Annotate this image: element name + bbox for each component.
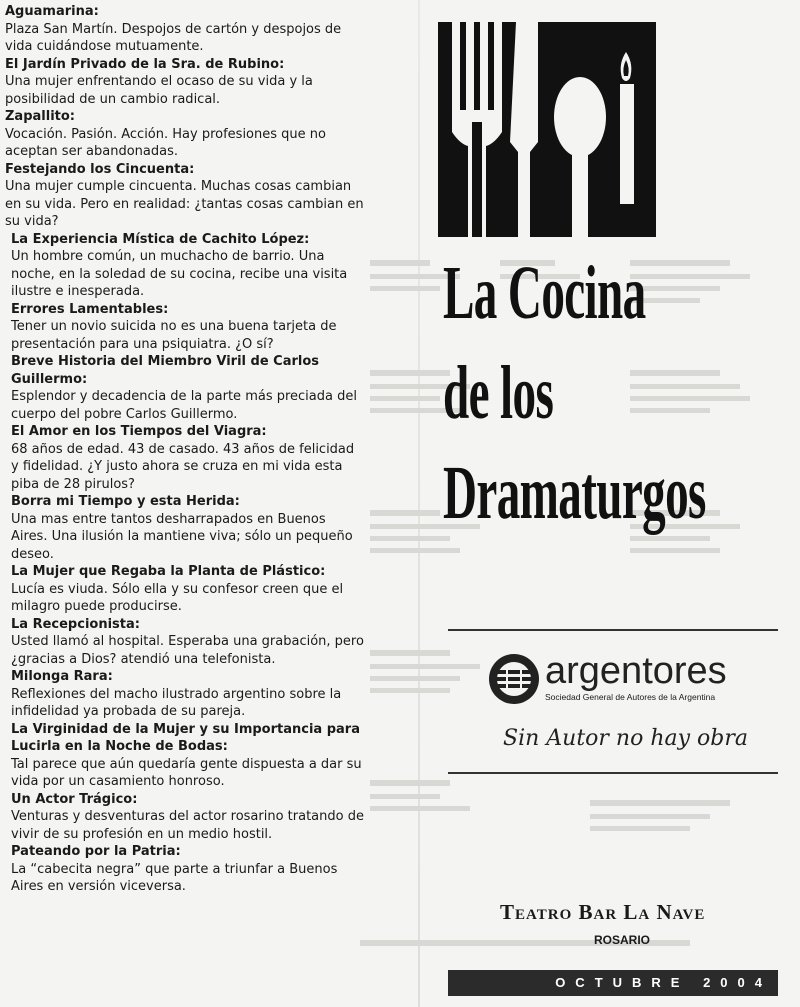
play-description: Esplendor y decadencia de la parte más preciada del cuerpo del pobre Carlos Guillermo. bbox=[11, 389, 357, 422]
play-description: 68 años de edad. 43 de casado. 43 años de felicidad y fidelidad. ¿Y justo ahora se cruza en mi vida esta piba de 28 pirulos? bbox=[11, 441, 355, 492]
play-title: La Virginidad de la Mujer y su Importancia para Lucirla en la Noche de Bodas: bbox=[11, 721, 360, 754]
argentores-subtitle: Sociedad General de Autores de la Argentina bbox=[545, 692, 716, 702]
play-item bbox=[5, 721, 365, 791]
play-item bbox=[5, 56, 365, 109]
divider-bottom bbox=[448, 772, 778, 774]
play-description: Una mas entre tantos desharrapados en Buenos Aires. Una ilusión la mantiene viva; sólo un pequeño deseo. bbox=[11, 511, 353, 562]
play-description: Tener un novio suicida no es una buena tarjeta de presentación para una psiquiatra. ¿O sí? bbox=[11, 319, 337, 352]
play-title: La Mujer que Regaba la Planta de Plástico: bbox=[11, 564, 326, 579]
play-item bbox=[5, 563, 365, 616]
argentores-emblem-icon bbox=[487, 652, 541, 706]
play-item bbox=[5, 161, 365, 231]
play-description: Venturas y desventuras del actor rosarino tratando de vivir de su profesión en un medio hostil. bbox=[11, 809, 364, 842]
title-line-3: Dramaturgos bbox=[443, 451, 706, 535]
play-list bbox=[5, 3, 365, 896]
play-title: Un Actor Trágico: bbox=[11, 791, 138, 807]
play-item bbox=[5, 353, 365, 423]
play-description: Plaza San Martín. Despojos de cartón y despojos de vida cuidándose mutuamente. bbox=[5, 21, 342, 54]
play-item bbox=[5, 108, 365, 161]
play-item bbox=[5, 3, 365, 56]
event-title bbox=[443, 243, 788, 543]
date-bar: OCTUBRE 2004 bbox=[448, 970, 778, 996]
play-item bbox=[5, 231, 365, 301]
play-title: El Jardín Privado de la Sra. de Rubino: bbox=[5, 56, 285, 72]
play-title: Borra mi Tiempo y esta Herida: bbox=[11, 494, 240, 509]
play-title: Zapallito: bbox=[5, 109, 75, 124]
play-description: Vocación. Pasión. Acción. Hay profesiones que no aceptan ser abandonadas. bbox=[5, 126, 326, 159]
play-item bbox=[5, 301, 365, 354]
play-item bbox=[5, 616, 365, 669]
play-title: Pateando por la Patria: bbox=[11, 844, 181, 859]
play-description: Un hombre común, un muchacho de barrio. Una noche, en la soledad de su cocina, recibe una visita ilustre e inesperada. bbox=[11, 249, 348, 299]
play-title: Errores Lamentables: bbox=[11, 301, 169, 317]
argentores-slogan: Sin Autor no hay obra bbox=[503, 726, 748, 751]
venue-name: Teatro Bar La Nave bbox=[500, 900, 706, 924]
play-title: Festejando los Cincuenta: bbox=[5, 161, 195, 177]
play-title: Aguamarina: bbox=[5, 4, 99, 19]
divider-top bbox=[448, 629, 778, 631]
play-item bbox=[5, 668, 365, 721]
play-description: La “cabecita negra” que parte a triunfar a Buenos Aires en versión viceversa. bbox=[11, 861, 338, 894]
argentores-logo-block bbox=[485, 650, 748, 760]
play-item bbox=[5, 493, 365, 563]
play-item bbox=[5, 843, 365, 896]
play-title: La Experiencia Mística de Cachito López: bbox=[11, 231, 310, 247]
argentores-name: argentores bbox=[545, 650, 727, 692]
play-description: Lucía es viuda. Sólo ella y su confesor creen que el milagro puede producirse. bbox=[11, 581, 344, 614]
play-description: Reflexiones del macho ilustrado argentino sobre la infidelidad ya probada de su pareja. bbox=[11, 686, 342, 719]
venue-city: ROSARIO bbox=[594, 933, 651, 947]
play-description: Una mujer enfrentando el ocaso de su vida y la posibilidad de un cambio radical. bbox=[5, 74, 313, 107]
play-title: Breve Historia del Miembro Viril de Carlos Guillermo: bbox=[11, 354, 320, 387]
title-line-1: La Cocina bbox=[443, 251, 646, 335]
play-item bbox=[5, 791, 365, 844]
cutlery-logo bbox=[438, 22, 656, 237]
play-title: La Recepcionista: bbox=[11, 616, 140, 632]
play-item bbox=[5, 423, 365, 493]
play-title: El Amor en los Tiempos del Viagra: bbox=[11, 424, 267, 439]
play-description: Usted llamó al hospital. Esperaba una grabación, pero ¿gracias a Dios? atendió una telefonista. bbox=[11, 634, 364, 667]
play-title: Milonga Rara: bbox=[11, 669, 113, 684]
title-line-2: de los bbox=[443, 351, 554, 435]
play-description: Tal parece que aún quedaría gente dispuesta a dar su vida por un casamiento honroso. bbox=[11, 756, 362, 789]
play-description: Una mujer cumple cincuenta. Muchas cosas cambian en su vida. Pero en realidad: ¿tantas cosas cambian en su vida? bbox=[5, 179, 364, 229]
